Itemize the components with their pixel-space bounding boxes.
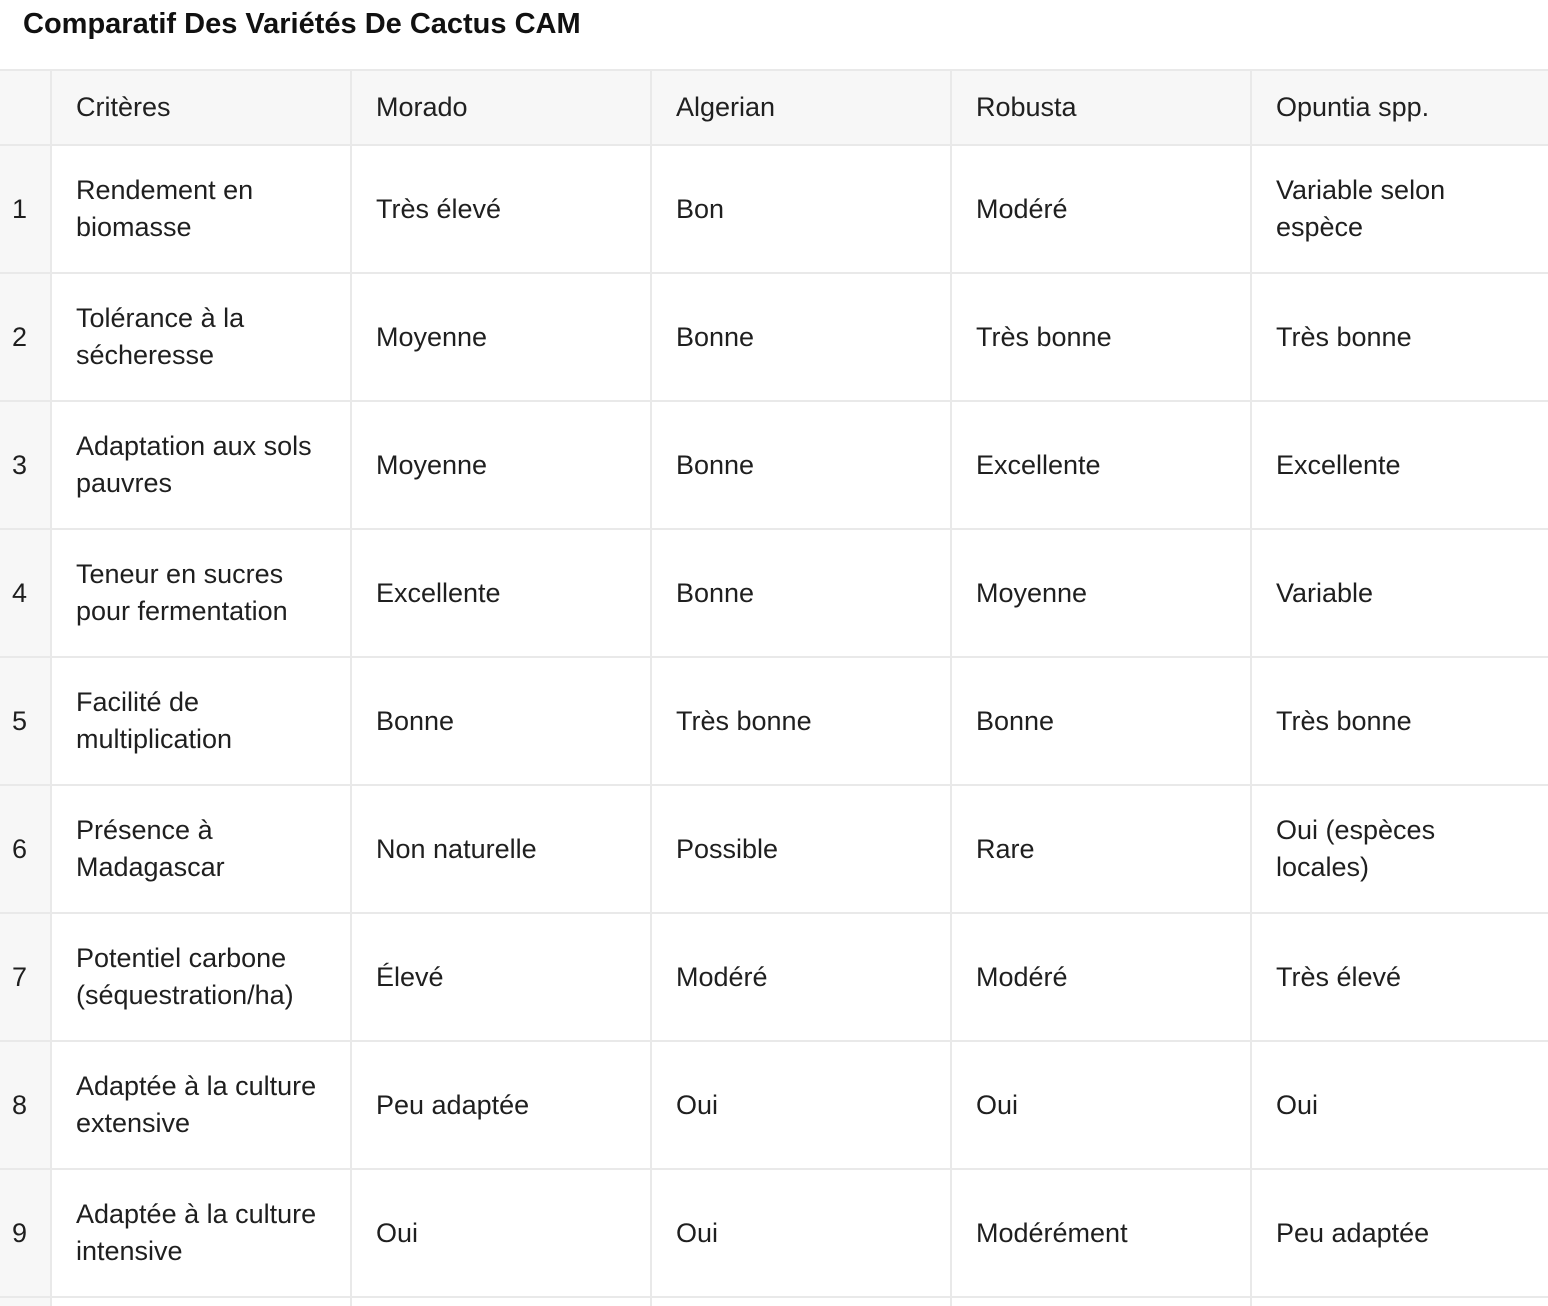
criterion-cell[interactable]: Adaptée à la culture extensive — [51, 1041, 351, 1169]
row-index: 1 — [0, 145, 51, 273]
opuntia-cell[interactable]: Très élevé — [1251, 913, 1548, 1041]
column-header-algerian[interactable]: Algerian — [651, 71, 951, 145]
criterion-cell[interactable] — [51, 1297, 351, 1306]
table-row — [0, 401, 1548, 529]
robusta-cell[interactable]: Oui — [951, 1041, 1251, 1169]
morado-cell[interactable] — [351, 1297, 651, 1306]
table-row — [0, 529, 1548, 657]
table-row — [0, 913, 1548, 1041]
algerian-cell[interactable]: Possible — [651, 785, 951, 913]
algerian-cell[interactable]: Modéré — [651, 913, 951, 1041]
opuntia-cell[interactable]: Oui — [1251, 1041, 1548, 1169]
criterion-cell[interactable]: Rendement en biomasse — [51, 145, 351, 273]
criterion-cell[interactable]: Facilité de multiplication — [51, 657, 351, 785]
opuntia-cell[interactable]: Variable selon espèce — [1251, 145, 1548, 273]
morado-cell[interactable]: Non naturelle — [351, 785, 651, 913]
robusta-cell[interactable]: Moyenne — [951, 529, 1251, 657]
criterion-cell[interactable]: Potentiel carbone (séquestration/ha) — [51, 913, 351, 1041]
algerian-cell[interactable] — [651, 1297, 951, 1306]
criterion-cell[interactable]: Présence à Madagascar — [51, 785, 351, 913]
criterion-cell[interactable]: Adaptation aux sols pauvres — [51, 401, 351, 529]
column-header-robusta[interactable]: Robusta — [951, 71, 1251, 145]
morado-cell[interactable]: Excellente — [351, 529, 651, 657]
row-index: 7 — [0, 913, 51, 1041]
criterion-cell[interactable]: Tolérance à la sécheresse — [51, 273, 351, 401]
robusta-cell[interactable]: Très bonne — [951, 273, 1251, 401]
morado-cell[interactable]: Moyenne — [351, 273, 651, 401]
opuntia-cell[interactable]: Excellente — [1251, 401, 1548, 529]
algerian-cell[interactable]: Bonne — [651, 529, 951, 657]
algerian-cell[interactable]: Très bonne — [651, 657, 951, 785]
table-row — [0, 1169, 1548, 1297]
robusta-cell[interactable]: Modérément — [951, 1169, 1251, 1297]
row-index: 6 — [0, 785, 51, 913]
robusta-cell[interactable] — [951, 1297, 1251, 1306]
table-row — [0, 145, 1548, 273]
row-index: 3 — [0, 401, 51, 529]
morado-cell[interactable]: Élevé — [351, 913, 651, 1041]
algerian-cell[interactable]: Bonne — [651, 273, 951, 401]
comparison-table — [0, 69, 1548, 1306]
row-index-header — [0, 71, 51, 145]
opuntia-cell[interactable]: Très bonne — [1251, 273, 1548, 401]
criterion-cell[interactable]: Adaptée à la culture intensive — [51, 1169, 351, 1297]
opuntia-cell[interactable]: Très bonne — [1251, 657, 1548, 785]
table-row — [0, 657, 1548, 785]
morado-cell[interactable]: Bonne — [351, 657, 651, 785]
algerian-cell[interactable]: Bon — [651, 145, 951, 273]
robusta-cell[interactable]: Modéré — [951, 913, 1251, 1041]
opuntia-cell[interactable] — [1251, 1297, 1548, 1306]
opuntia-cell[interactable]: Peu adaptée — [1251, 1169, 1548, 1297]
robusta-cell[interactable]: Modéré — [951, 145, 1251, 273]
column-header-criteres[interactable]: Critères — [51, 71, 351, 145]
column-header-opuntia[interactable]: Opuntia spp. — [1251, 71, 1548, 145]
morado-cell[interactable]: Très élevé — [351, 145, 651, 273]
morado-cell[interactable]: Peu adaptée — [351, 1041, 651, 1169]
morado-cell[interactable]: Moyenne — [351, 401, 651, 529]
morado-cell[interactable]: Oui — [351, 1169, 651, 1297]
algerian-cell[interactable]: Oui — [651, 1169, 951, 1297]
table-row — [0, 785, 1548, 913]
criterion-cell[interactable]: Teneur en sucres pour fermentation — [51, 529, 351, 657]
table-row — [0, 1041, 1548, 1169]
row-index — [0, 1297, 51, 1306]
column-header-morado[interactable]: Morado — [351, 71, 651, 145]
table-row — [0, 273, 1548, 401]
robusta-cell[interactable]: Bonne — [951, 657, 1251, 785]
row-index: 2 — [0, 273, 51, 401]
opuntia-cell[interactable]: Variable — [1251, 529, 1548, 657]
data-grid — [0, 71, 1548, 1306]
row-index: 9 — [0, 1169, 51, 1297]
robusta-cell[interactable]: Rare — [951, 785, 1251, 913]
algerian-cell[interactable]: Bonne — [651, 401, 951, 529]
row-index: 5 — [0, 657, 51, 785]
opuntia-cell[interactable]: Oui (espèces locales) — [1251, 785, 1548, 913]
row-index: 8 — [0, 1041, 51, 1169]
next-row-partial — [0, 1297, 1548, 1306]
row-index: 4 — [0, 529, 51, 657]
page-title: Comparatif Des Variétés De Cactus CAM — [23, 8, 581, 40]
robusta-cell[interactable]: Excellente — [951, 401, 1251, 529]
algerian-cell[interactable]: Oui — [651, 1041, 951, 1169]
header-row — [0, 71, 1548, 145]
